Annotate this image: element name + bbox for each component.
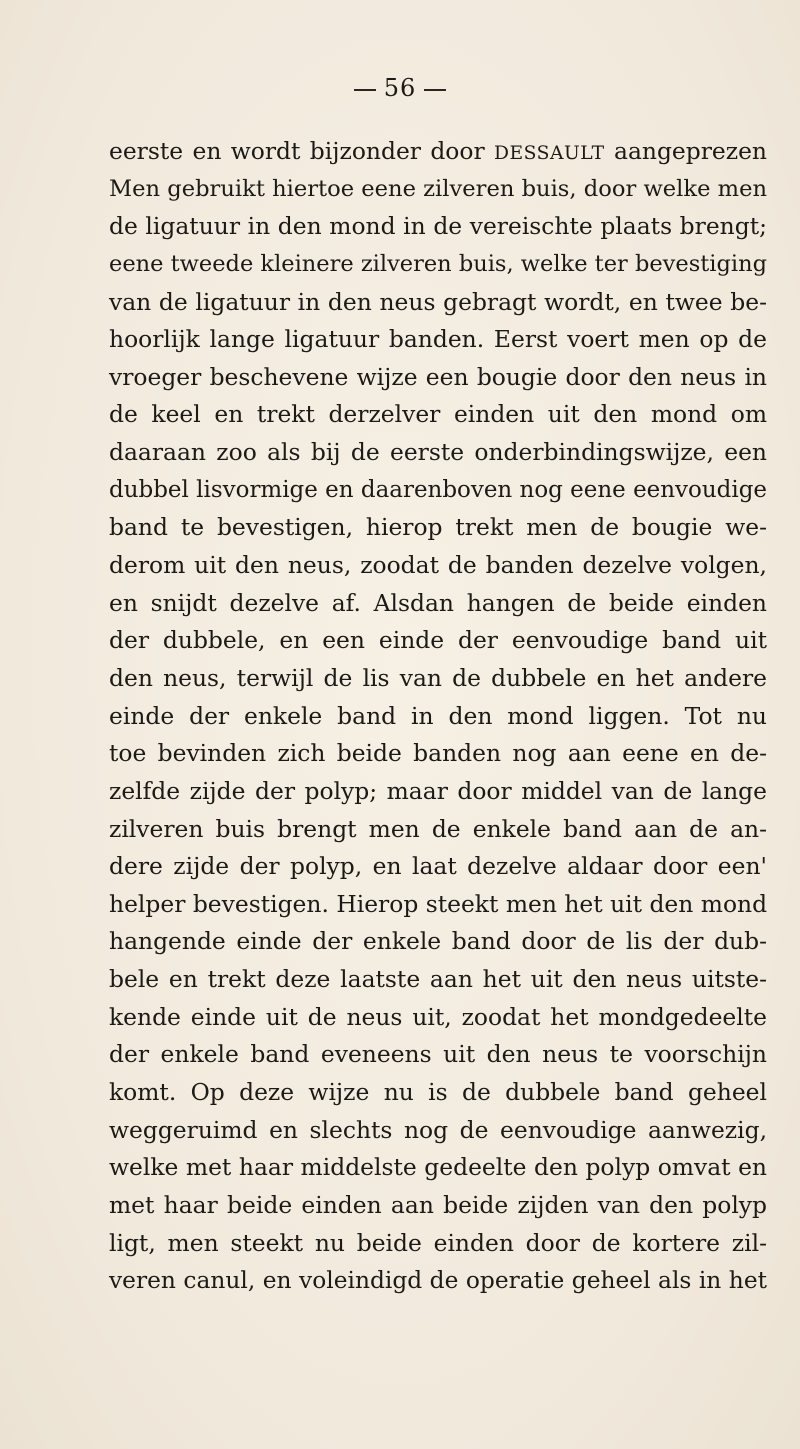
text-line: daaraan zoo als bij de eerste onderbindingswijze, een (109, 438, 767, 467)
text-line: en snijdt dezelve af. Alsdan hangen de beide einden (109, 588, 767, 617)
text-line: hoorlijk lange ligatuur banden. Eerst voert men op de (109, 325, 767, 354)
text-line: eene tweede kleinere zilveren buis, welke ter bevestiging (109, 250, 767, 277)
text-line: Men gebruikt hiertoe eene zilveren buis, door welke men (109, 175, 767, 202)
text-line: helper bevestigen. Hierop steekt men het uit den mond (109, 889, 768, 918)
text-line: der dubbele, en een einde der eenvoudige band uit (109, 626, 767, 655)
text-line: vroeger beschevene wijze een bougie door den neus in (109, 362, 767, 391)
text-line: zilveren buis brengt men de enkele band aan de an- (109, 814, 767, 843)
page-number: 56 (383, 74, 417, 102)
text-line: der enkele band eveneens uit den neus te voorschijn (109, 1040, 767, 1069)
body-text (109, 133, 767, 1300)
header-dash-left (354, 89, 376, 91)
text-line: kende einde uit de neus uit, zoodat het mondgedeelte (109, 1002, 767, 1031)
text-line: den neus, terwijl de lis van de dubbele en het andere (109, 663, 767, 692)
text-line: hangende einde der enkele band door de lis der dub- (109, 927, 767, 956)
text-line: toe bevinden zich beide banden nog aan eene en de- (109, 739, 767, 768)
text-line: de keel en trekt derzelver einden uit den mond om (109, 400, 767, 429)
text-line: met haar beide einden aan beide zijden van den polyp (109, 1190, 767, 1219)
text-line: eerste en wordt bijzonder door DESSAULT aangeprezen (109, 137, 767, 165)
page-header (0, 74, 800, 102)
text-line: veren canul, en voleindigd de operatie geheel als in het (109, 1267, 767, 1295)
text-line: band te bevestigen, hierop trekt men de bougie we- (109, 513, 767, 542)
text-line: welke met haar middelste gedeelte den polyp omvat en (109, 1153, 767, 1182)
text-line: dubbel lisvormige en daarenboven nog eene eenvoudige (109, 476, 767, 503)
text-line: de ligatuur in den mond in de vereischte plaats brengt; (109, 212, 767, 241)
text-line: komt. Op deze wijze nu is de dubbele band geheel (109, 1078, 767, 1107)
text-line: bele en trekt deze laatste aan het uit den neus uitste- (109, 965, 767, 994)
text-line: ligt, men steekt nu beide einden door de kortere zil- (109, 1228, 767, 1257)
text-line: einde der enkele band in den mond liggen. Tot nu (109, 701, 767, 730)
text-line: weggeruimd en slechts nog de eenvoudige aanwezig, (109, 1115, 767, 1144)
text-line: derom uit den neus, zoodat de banden dezelve volgen, (109, 551, 767, 580)
author-name: DESSAULT (494, 143, 605, 164)
text-line: zelfde zijde der polyp; maar door middel van de lange (109, 776, 767, 805)
text-line: van de ligatuur in den neus gebragt wordt, en twee be- (109, 287, 767, 316)
text-line: dere zijde der polyp, en laat dezelve aldaar door een' (109, 852, 767, 881)
header-dash-right (424, 89, 446, 91)
